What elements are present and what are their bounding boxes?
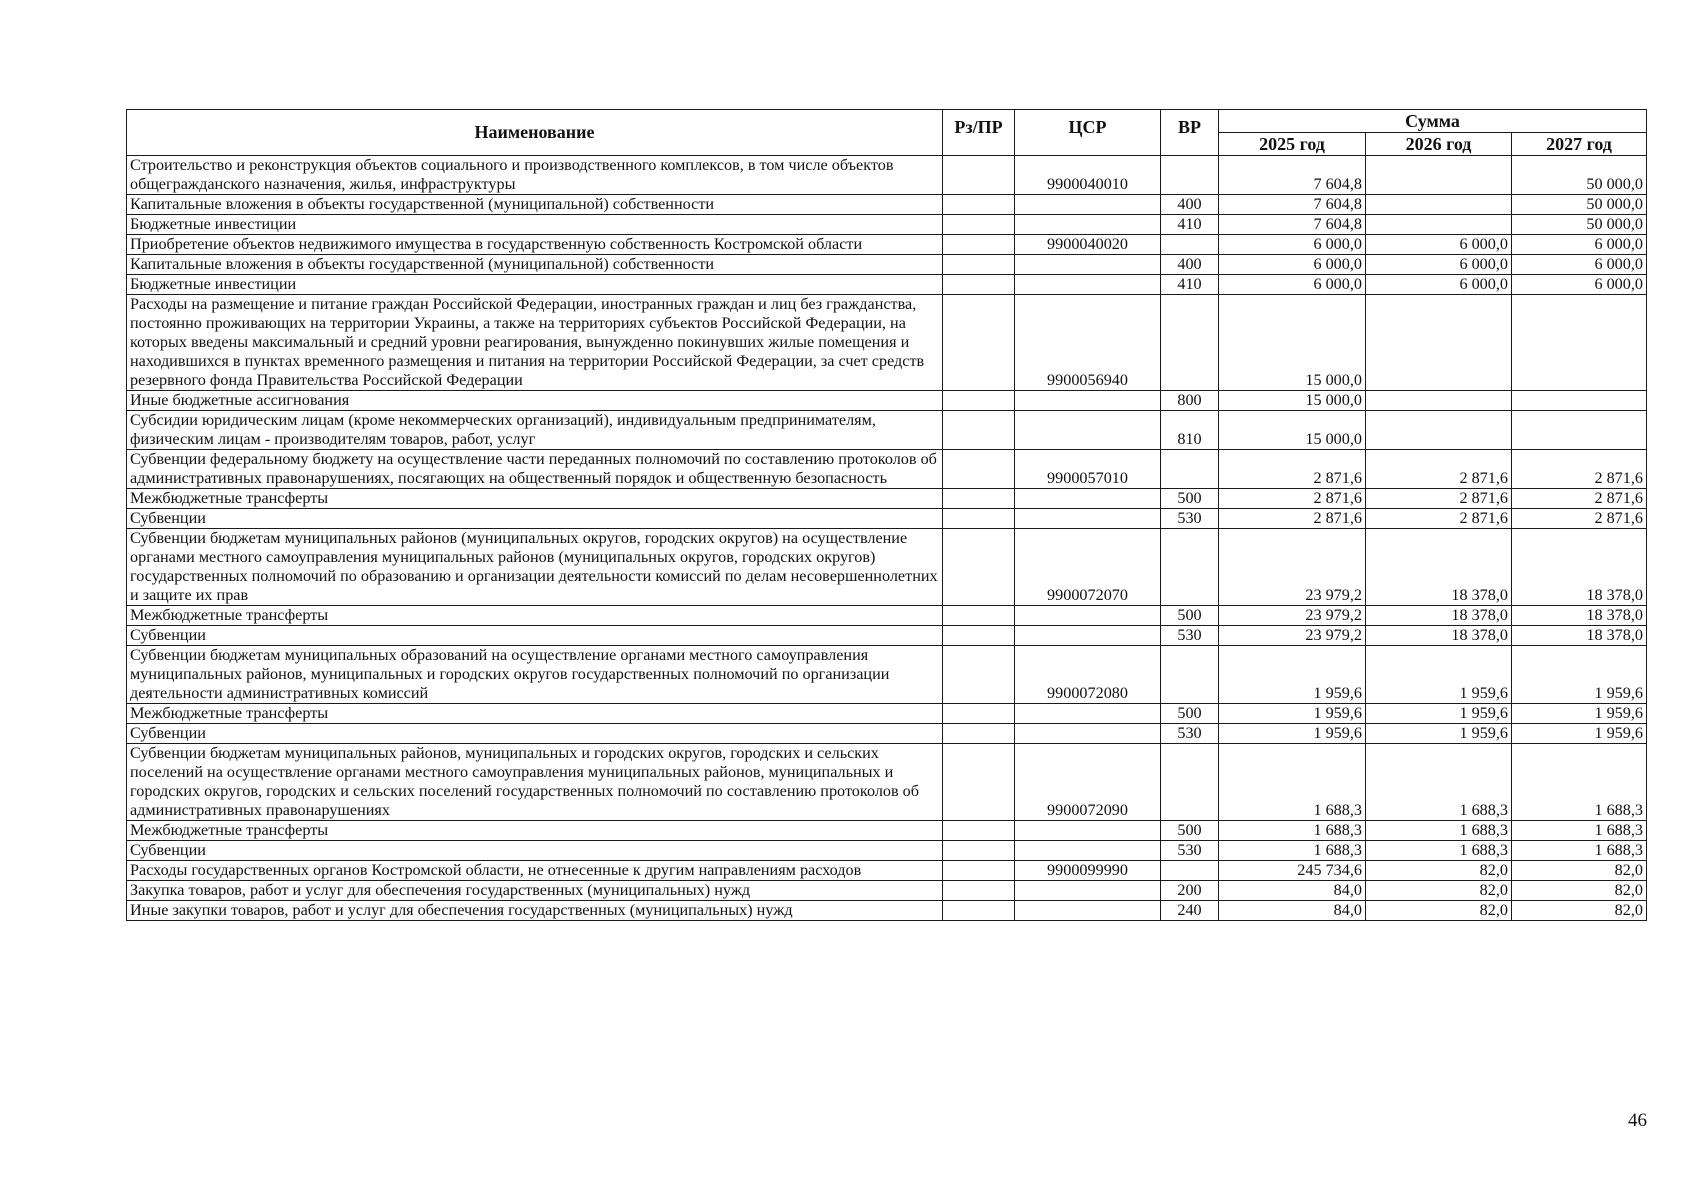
table-row — [127, 195, 1647, 215]
row-rzpr — [943, 606, 1015, 626]
row-sum-2027: 2 871,6 — [1512, 450, 1647, 489]
row-csr: 9900040010 — [1015, 156, 1161, 195]
table-row — [127, 411, 1647, 450]
row-rzpr — [943, 529, 1015, 606]
row-sum-2025: 2 871,6 — [1219, 450, 1366, 489]
header-vr: ВР — [1161, 110, 1219, 156]
header-2026: 2026 год — [1366, 133, 1512, 156]
row-name: Межбюджетные трансферты — [127, 606, 943, 626]
row-name: Иные бюджетные ассигнования — [127, 391, 943, 411]
row-csr — [1015, 275, 1161, 295]
row-vr: 410 — [1161, 215, 1219, 235]
row-name: Иные закупки товаров, работ и услуг для обеспечения государственных (муниципальных) нужд — [127, 901, 943, 921]
row-csr — [1015, 509, 1161, 529]
row-vr: 500 — [1161, 704, 1219, 724]
row-vr: 530 — [1161, 509, 1219, 529]
table-row — [127, 529, 1647, 606]
row-sum-2027: 6 000,0 — [1512, 275, 1647, 295]
row-name: Расходы государственных органов Костромской области, не отнесенные к другим направлениям расходов — [127, 861, 943, 881]
row-vr — [1161, 646, 1219, 704]
row-rzpr — [943, 646, 1015, 704]
row-sum-2025: 7 604,8 — [1219, 215, 1366, 235]
row-sum-2025: 84,0 — [1219, 901, 1366, 921]
row-csr — [1015, 881, 1161, 901]
row-sum-2027: 1 959,6 — [1512, 646, 1647, 704]
row-csr — [1015, 704, 1161, 724]
row-rzpr — [943, 411, 1015, 450]
row-csr — [1015, 391, 1161, 411]
row-vr: 400 — [1161, 195, 1219, 215]
row-rzpr — [943, 275, 1015, 295]
row-sum-2027: 1 688,3 — [1512, 841, 1647, 861]
row-sum-2026: 82,0 — [1366, 901, 1512, 921]
row-vr: 800 — [1161, 391, 1219, 411]
row-rzpr — [943, 509, 1015, 529]
row-sum-2027: 2 871,6 — [1512, 509, 1647, 529]
row-vr: 530 — [1161, 724, 1219, 744]
row-sum-2026 — [1366, 391, 1512, 411]
table-row — [127, 295, 1647, 391]
header-sum: Сумма — [1219, 110, 1647, 133]
row-sum-2026: 1 959,6 — [1366, 724, 1512, 744]
row-sum-2027: 82,0 — [1512, 861, 1647, 881]
row-sum-2026 — [1366, 195, 1512, 215]
row-sum-2026: 18 378,0 — [1366, 626, 1512, 646]
table-body — [127, 156, 1647, 921]
row-sum-2025: 6 000,0 — [1219, 275, 1366, 295]
row-rzpr — [943, 821, 1015, 841]
table-row — [127, 646, 1647, 704]
row-sum-2027 — [1512, 411, 1647, 450]
row-sum-2025: 1 959,6 — [1219, 724, 1366, 744]
row-csr: 9900072080 — [1015, 646, 1161, 704]
row-sum-2027: 1 959,6 — [1512, 724, 1647, 744]
header-rzpr: Рз/ПР — [943, 110, 1015, 156]
row-csr — [1015, 489, 1161, 509]
table-header — [127, 110, 1647, 156]
row-sum-2025: 6 000,0 — [1219, 235, 1366, 255]
row-sum-2026: 6 000,0 — [1366, 255, 1512, 275]
row-sum-2025: 7 604,8 — [1219, 195, 1366, 215]
row-sum-2025: 6 000,0 — [1219, 255, 1366, 275]
row-csr — [1015, 901, 1161, 921]
row-sum-2026: 6 000,0 — [1366, 275, 1512, 295]
table-row — [127, 450, 1647, 489]
row-sum-2026: 6 000,0 — [1366, 235, 1512, 255]
row-sum-2026: 82,0 — [1366, 881, 1512, 901]
row-vr: 200 — [1161, 881, 1219, 901]
row-sum-2025: 1 688,3 — [1219, 841, 1366, 861]
row-name: Субвенции федеральному бюджету на осуществление части переданных полномочий по составлению протоколов об административных правонарушениях, посягающих на общественный порядок и общественную безопасность — [127, 450, 943, 489]
row-csr — [1015, 821, 1161, 841]
row-rzpr — [943, 391, 1015, 411]
row-name: Субвенции бюджетам муниципальных образований на осуществление органами местного самоуправления муниципальных районов, муниципальных и городских округов государственных полномочий по организации деятельности административных комиссий — [127, 646, 943, 704]
row-rzpr — [943, 744, 1015, 821]
row-sum-2027: 50 000,0 — [1512, 156, 1647, 195]
budget-table — [126, 109, 1647, 921]
row-sum-2026: 1 959,6 — [1366, 704, 1512, 724]
row-rzpr — [943, 626, 1015, 646]
row-vr: 530 — [1161, 626, 1219, 646]
row-name: Приобретение объектов недвижимого имущества в государственную собственность Костромской области — [127, 235, 943, 255]
row-csr — [1015, 626, 1161, 646]
table-row — [127, 255, 1647, 275]
row-name: Субвенции бюджетам муниципальных районов (муниципальных округов, городских округов) на осуществление органами местного самоуправления муниципальных районов (муниципальных округов, городских округов) государственных полномочий по образованию и организации деятельности комиссий по делам несовершеннолетних и защите их прав — [127, 529, 943, 606]
row-sum-2027: 50 000,0 — [1512, 195, 1647, 215]
table-row — [127, 901, 1647, 921]
row-sum-2026: 2 871,6 — [1366, 509, 1512, 529]
row-sum-2026: 82,0 — [1366, 861, 1512, 881]
row-rzpr — [943, 861, 1015, 881]
row-sum-2027 — [1512, 295, 1647, 391]
table-row — [127, 841, 1647, 861]
row-sum-2025: 2 871,6 — [1219, 489, 1366, 509]
row-sum-2027: 1 959,6 — [1512, 704, 1647, 724]
row-vr: 530 — [1161, 841, 1219, 861]
row-vr: 500 — [1161, 489, 1219, 509]
row-sum-2027: 18 378,0 — [1512, 626, 1647, 646]
row-vr — [1161, 450, 1219, 489]
row-rzpr — [943, 841, 1015, 861]
row-csr: 9900072070 — [1015, 529, 1161, 606]
row-name: Субвенции — [127, 841, 943, 861]
row-sum-2025: 15 000,0 — [1219, 411, 1366, 450]
row-rzpr — [943, 489, 1015, 509]
row-csr — [1015, 411, 1161, 450]
row-rzpr — [943, 195, 1015, 215]
table-row — [127, 861, 1647, 881]
row-csr: 9900057010 — [1015, 450, 1161, 489]
table-row — [127, 215, 1647, 235]
row-csr: 9900040020 — [1015, 235, 1161, 255]
row-sum-2027: 82,0 — [1512, 881, 1647, 901]
row-vr — [1161, 529, 1219, 606]
row-sum-2025: 15 000,0 — [1219, 295, 1366, 391]
row-rzpr — [943, 255, 1015, 275]
row-sum-2026: 1 959,6 — [1366, 646, 1512, 704]
row-sum-2025: 23 979,2 — [1219, 529, 1366, 606]
row-name: Субвенции — [127, 626, 943, 646]
row-sum-2025: 15 000,0 — [1219, 391, 1366, 411]
row-sum-2025: 7 604,8 — [1219, 156, 1366, 195]
row-vr — [1161, 295, 1219, 391]
header-2027: 2027 год — [1512, 133, 1647, 156]
row-sum-2027: 18 378,0 — [1512, 529, 1647, 606]
row-name: Капитальные вложения в объекты государственной (муниципальной) собственности — [127, 255, 943, 275]
row-name: Межбюджетные трансферты — [127, 704, 943, 724]
row-vr: 810 — [1161, 411, 1219, 450]
row-sum-2027: 1 688,3 — [1512, 821, 1647, 841]
row-vr — [1161, 861, 1219, 881]
table-row — [127, 626, 1647, 646]
row-csr: 9900056940 — [1015, 295, 1161, 391]
row-vr: 500 — [1161, 606, 1219, 626]
row-sum-2026: 1 688,3 — [1366, 821, 1512, 841]
row-sum-2025: 84,0 — [1219, 881, 1366, 901]
row-vr — [1161, 156, 1219, 195]
row-vr — [1161, 744, 1219, 821]
row-vr: 500 — [1161, 821, 1219, 841]
row-sum-2027: 1 688,3 — [1512, 744, 1647, 821]
row-rzpr — [943, 704, 1015, 724]
row-vr — [1161, 235, 1219, 255]
table-row — [127, 489, 1647, 509]
header-csr: ЦСР — [1015, 110, 1161, 156]
row-sum-2027: 6 000,0 — [1512, 255, 1647, 275]
row-sum-2027: 18 378,0 — [1512, 606, 1647, 626]
row-rzpr — [943, 215, 1015, 235]
table-row — [127, 509, 1647, 529]
row-rzpr — [943, 450, 1015, 489]
table-row — [127, 156, 1647, 195]
row-sum-2027: 6 000,0 — [1512, 235, 1647, 255]
row-sum-2027: 2 871,6 — [1512, 489, 1647, 509]
row-sum-2025: 1 959,6 — [1219, 646, 1366, 704]
row-sum-2026: 2 871,6 — [1366, 489, 1512, 509]
row-name: Субвенции — [127, 509, 943, 529]
table-row — [127, 821, 1647, 841]
row-csr — [1015, 724, 1161, 744]
row-sum-2027 — [1512, 391, 1647, 411]
table-row — [127, 606, 1647, 626]
row-rzpr — [943, 881, 1015, 901]
row-sum-2025: 2 871,6 — [1219, 509, 1366, 529]
row-sum-2026: 18 378,0 — [1366, 529, 1512, 606]
row-name: Бюджетные инвестиции — [127, 275, 943, 295]
row-csr — [1015, 195, 1161, 215]
row-name: Субвенции бюджетам муниципальных районов, муниципальных и городских округов, городских и сельских поселений на осуществление органами местного самоуправления муниципальных районов, муниципальных и городских округов, городских и сельских поселений государственных полномочий по составлению протоколов об административных правонарушениях — [127, 744, 943, 821]
row-name: Капитальные вложения в объекты государственной (муниципальной) собственности — [127, 195, 943, 215]
row-vr: 240 — [1161, 901, 1219, 921]
row-sum-2026 — [1366, 411, 1512, 450]
row-name: Межбюджетные трансферты — [127, 821, 943, 841]
row-csr: 9900072090 — [1015, 744, 1161, 821]
row-sum-2027: 82,0 — [1512, 901, 1647, 921]
table-row — [127, 881, 1647, 901]
row-name: Субсидии юридическим лицам (кроме некоммерческих организаций), индивидуальным предпринимателям, физическим лицам - производителям товаров, работ, услуг — [127, 411, 943, 450]
row-name: Межбюджетные трансферты — [127, 489, 943, 509]
row-csr — [1015, 215, 1161, 235]
row-sum-2026 — [1366, 156, 1512, 195]
row-sum-2025: 23 979,2 — [1219, 626, 1366, 646]
row-sum-2026: 2 871,6 — [1366, 450, 1512, 489]
row-sum-2025: 1 688,3 — [1219, 744, 1366, 821]
row-sum-2025: 1 688,3 — [1219, 821, 1366, 841]
row-vr: 410 — [1161, 275, 1219, 295]
header-name: Наименование — [127, 110, 943, 156]
table-row — [127, 391, 1647, 411]
row-sum-2026: 1 688,3 — [1366, 841, 1512, 861]
row-rzpr — [943, 295, 1015, 391]
row-sum-2026: 1 688,3 — [1366, 744, 1512, 821]
page-number: 46 — [1628, 1110, 1647, 1131]
row-csr — [1015, 255, 1161, 275]
row-sum-2025: 1 959,6 — [1219, 704, 1366, 724]
row-sum-2026: 18 378,0 — [1366, 606, 1512, 626]
row-name: Строительство и реконструкция объектов социального и производственного комплексов, в том числе объектов общегражданского назначения, жилья, инфраструктуры — [127, 156, 943, 195]
row-name: Закупка товаров, работ и услуг для обеспечения государственных (муниципальных) нужд — [127, 881, 943, 901]
row-name: Расходы на размещение и питание граждан Российской Федерации, иностранных граждан и лиц без гражданства, постоянно проживающих на территории Украины, а также на территориях субъектов Российской Федерации, на которых введены максимальный и средний уровни реагирования, вынужденно покинувших жилые помещения и находившихся в пунктах временного размещения и питания на территории Российской Федерации, за счет средств резервного фонда Правительства Российской Федерации — [127, 295, 943, 391]
row-sum-2026 — [1366, 215, 1512, 235]
row-csr — [1015, 606, 1161, 626]
table-row — [127, 275, 1647, 295]
header-2025: 2025 год — [1219, 133, 1366, 156]
table-row — [127, 704, 1647, 724]
row-sum-2027: 50 000,0 — [1512, 215, 1647, 235]
row-vr: 400 — [1161, 255, 1219, 275]
row-csr: 9900099990 — [1015, 861, 1161, 881]
row-sum-2026 — [1366, 295, 1512, 391]
table-row — [127, 235, 1647, 255]
table-row — [127, 724, 1647, 744]
row-rzpr — [943, 724, 1015, 744]
row-sum-2025: 23 979,2 — [1219, 606, 1366, 626]
row-name: Бюджетные инвестиции — [127, 215, 943, 235]
row-rzpr — [943, 901, 1015, 921]
row-csr — [1015, 841, 1161, 861]
table-row — [127, 744, 1647, 821]
row-name: Субвенции — [127, 724, 943, 744]
row-rzpr — [943, 235, 1015, 255]
row-sum-2025: 245 734,6 — [1219, 861, 1366, 881]
row-rzpr — [943, 156, 1015, 195]
